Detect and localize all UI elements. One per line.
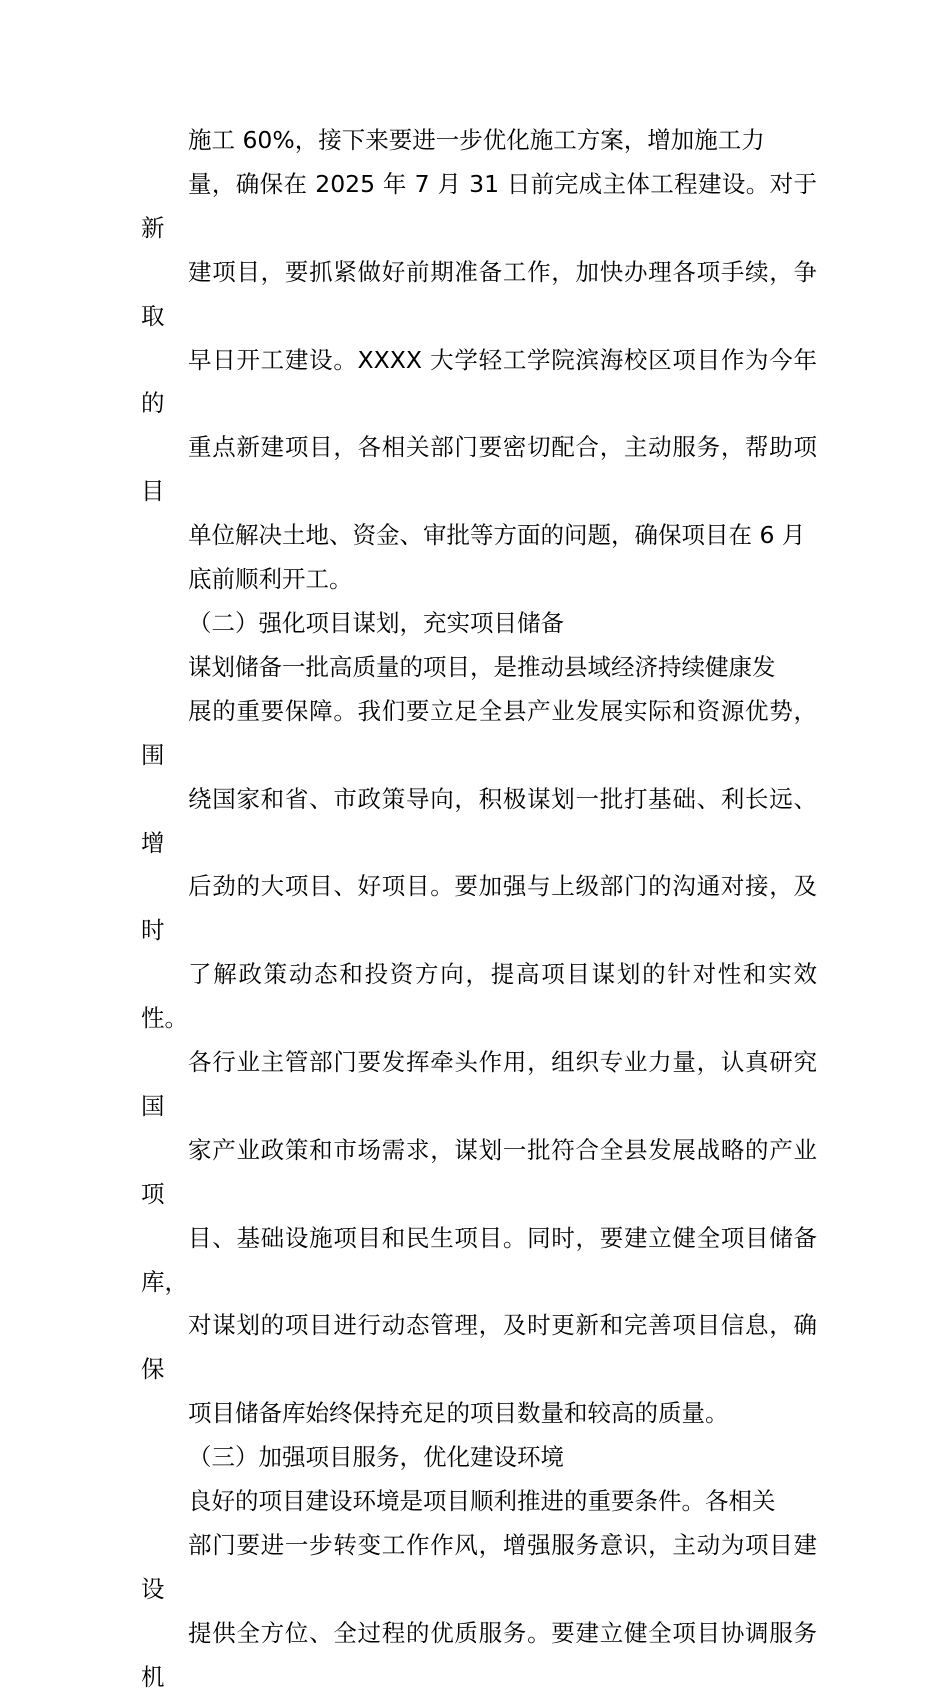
text-line: 重点新建项目，各相关部门要密切配合，主动服务，帮助项目 bbox=[141, 433, 817, 506]
text-line: 单位解决土地、资金、审批等方面的问题，确保项目在 6 月 bbox=[188, 521, 806, 550]
section-heading-2: （二）强化项目谋划，充实项目储备 bbox=[188, 608, 564, 637]
text-line: 建项目，要抓紧做好前期准备工作，加快办理各项手续，争取 bbox=[141, 257, 817, 330]
document-body bbox=[141, 119, 817, 1700]
text-line: 提供全方位、全过程的优质服务。要建立健全项目协调服务机 bbox=[141, 1618, 817, 1691]
text-line: 后劲的大项目、好项目。要加强与上级部门的沟通对接，及时 bbox=[141, 872, 817, 945]
text-line: 各行业主管部门要发挥牵头作用，组织专业力量，认真研究国 bbox=[141, 1048, 817, 1120]
text-line: 底前顺利开工。 bbox=[188, 565, 353, 594]
text-line: 绕国家和省、市政策导向，积极谋划一批打基础、利长远、增 bbox=[141, 784, 817, 857]
text-line: 展的重要保障。我们要立足全县产业发展实际和资源优势，围 bbox=[141, 696, 817, 769]
text-line: 目、基础设施项目和民生项目。同时，要建立健全项目储备库， bbox=[141, 1223, 817, 1296]
text-line: 量，确保在 2025 年 7 月 31 日前完成主体工程建设。对于新 bbox=[141, 169, 817, 242]
text-line: 对谋划的项目进行动态管理，及时更新和完善项目信息，确保 bbox=[141, 1311, 817, 1384]
section-heading-3: （三）加强项目服务，优化建设环境 bbox=[188, 1443, 564, 1472]
text-line: 良好的项目建设环境是项目顺利推进的重要条件。各相关 bbox=[188, 1487, 776, 1516]
text-line: 了解政策动态和投资方向，提高项目谋划的针对性和实效性。 bbox=[141, 960, 817, 1033]
paragraph-construction-progress bbox=[141, 119, 817, 602]
text-line: 部门要进一步转变工作作风，增强服务意识，主动为项目建设 bbox=[141, 1531, 817, 1603]
text-line: 早日开工建设。XXXX 大学轻工学院滨海校区项目作为今年的 bbox=[141, 345, 817, 418]
text-line: 家产业政策和市场需求，谋划一批符合全县发展战略的产业项 bbox=[141, 1135, 817, 1208]
paragraph-project-planning bbox=[141, 646, 817, 1436]
text-line: 施工 60%，接下来要进一步优化施工方案，增加施工力 bbox=[188, 126, 765, 154]
paragraph-project-service bbox=[141, 1480, 817, 1700]
text-line: 谋划储备一批高质量的项目，是推动县域经济持续健康发 bbox=[188, 652, 776, 681]
text-line: 项目储备库始终保持充足的项目数量和较高的质量。 bbox=[188, 1399, 729, 1428]
